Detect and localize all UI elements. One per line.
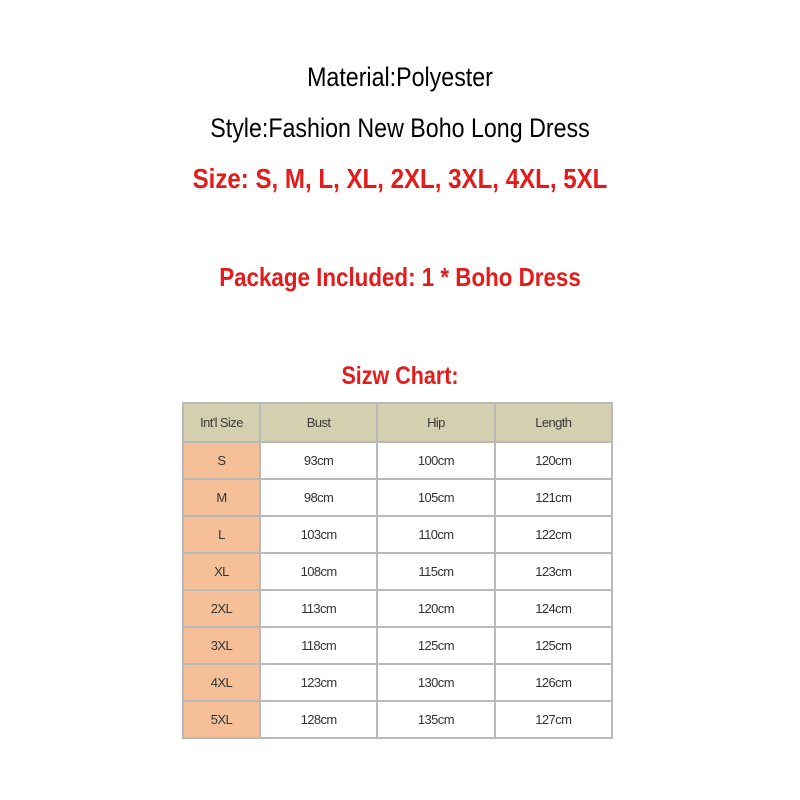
length-cell: 125cm <box>495 627 612 664</box>
size-line: Size: S, M, L, XL, 2XL, 3XL, 4XL, 5XL <box>192 163 608 194</box>
bust-cell: 123cm <box>260 664 377 701</box>
size-cell: S <box>183 442 260 479</box>
size-chart-title: Sizw Chart: <box>341 362 459 390</box>
hip-cell: 130cm <box>377 664 494 701</box>
length-cell: 122cm <box>495 516 612 553</box>
table-row <box>183 479 612 516</box>
material-line: Material:Polyester <box>307 62 493 92</box>
hip-cell: 115cm <box>377 553 494 590</box>
hip-cell: 105cm <box>377 479 494 516</box>
header-length: Length <box>495 403 612 442</box>
hip-cell: 100cm <box>377 442 494 479</box>
size-chart-table <box>182 402 613 739</box>
hip-cell: 135cm <box>377 701 494 738</box>
length-cell: 127cm <box>495 701 612 738</box>
header-hip: Hip <box>377 403 494 442</box>
bust-cell: 108cm <box>260 553 377 590</box>
bust-cell: 118cm <box>260 627 377 664</box>
length-cell: 124cm <box>495 590 612 627</box>
table-row <box>183 516 612 553</box>
style-line: Style:Fashion New Boho Long Dress <box>210 113 590 143</box>
size-cell: 3XL <box>183 627 260 664</box>
table-row <box>183 553 612 590</box>
table-row <box>183 701 612 738</box>
table-row <box>183 442 612 479</box>
bust-cell: 113cm <box>260 590 377 627</box>
bust-cell: 128cm <box>260 701 377 738</box>
bust-cell: 93cm <box>260 442 377 479</box>
size-cell: XL <box>183 553 260 590</box>
size-cell: 2XL <box>183 590 260 627</box>
size-cell: 5XL <box>183 701 260 738</box>
size-cell: L <box>183 516 260 553</box>
package-line: Package Included: 1 * Boho Dress <box>219 262 581 292</box>
length-cell: 120cm <box>495 442 612 479</box>
hip-cell: 120cm <box>377 590 494 627</box>
bust-cell: 103cm <box>260 516 377 553</box>
header-intl-size: Int'l Size <box>183 403 260 442</box>
size-cell: 4XL <box>183 664 260 701</box>
size-cell: M <box>183 479 260 516</box>
hip-cell: 125cm <box>377 627 494 664</box>
length-cell: 123cm <box>495 553 612 590</box>
bust-cell: 98cm <box>260 479 377 516</box>
length-cell: 121cm <box>495 479 612 516</box>
length-cell: 126cm <box>495 664 612 701</box>
table-row <box>183 590 612 627</box>
table-header-row <box>183 403 612 442</box>
header-bust: Bust <box>260 403 377 442</box>
hip-cell: 110cm <box>377 516 494 553</box>
table-row <box>183 664 612 701</box>
table-row <box>183 627 612 664</box>
